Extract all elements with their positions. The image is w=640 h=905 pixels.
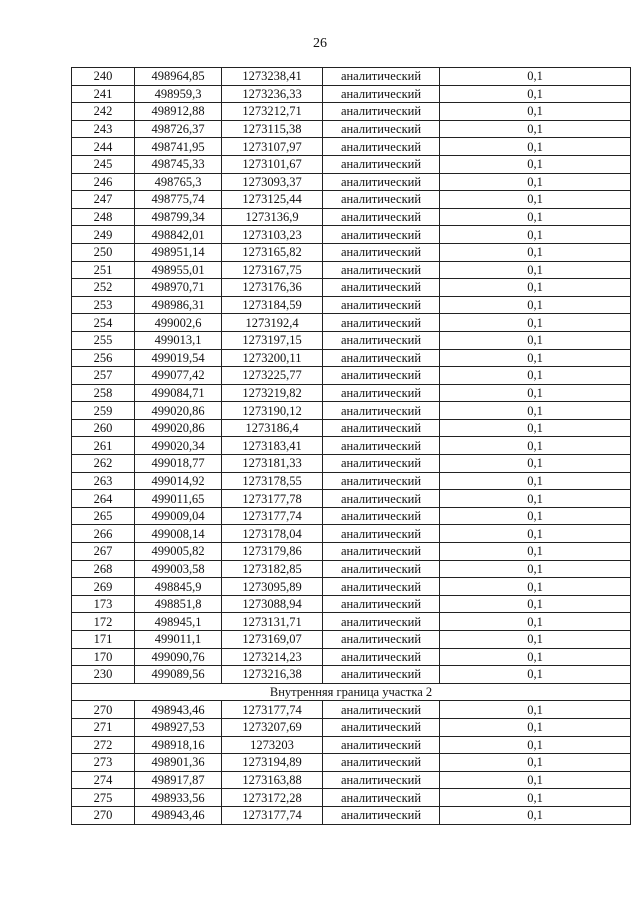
y-coordinate-cell: 1273197,15 [222, 331, 323, 349]
point-number-cell: 262 [72, 455, 135, 473]
point-number-cell: 230 [72, 666, 135, 684]
x-coordinate-cell: 499077,42 [135, 367, 222, 385]
accuracy-cell: 0,1 [440, 226, 631, 244]
accuracy-cell: 0,1 [440, 419, 631, 437]
table-row [72, 296, 631, 314]
method-cell: аналитический [323, 736, 440, 754]
table-row [72, 507, 631, 525]
x-coordinate-cell: 499009,04 [135, 507, 222, 525]
x-coordinate-cell: 499018,77 [135, 455, 222, 473]
x-coordinate-cell: 498775,74 [135, 191, 222, 209]
x-coordinate-cell: 498943,46 [135, 806, 222, 824]
x-coordinate-cell: 498943,46 [135, 701, 222, 719]
table-row [72, 331, 631, 349]
y-coordinate-cell: 1273115,38 [222, 120, 323, 138]
x-coordinate-cell: 499084,71 [135, 384, 222, 402]
point-number-cell: 270 [72, 806, 135, 824]
table-row [72, 595, 631, 613]
method-cell: аналитический [323, 490, 440, 508]
table-row [72, 226, 631, 244]
accuracy-cell: 0,1 [440, 120, 631, 138]
method-cell: аналитический [323, 226, 440, 244]
method-cell: аналитический [323, 806, 440, 824]
point-number-cell: 275 [72, 789, 135, 807]
accuracy-cell: 0,1 [440, 296, 631, 314]
accuracy-cell: 0,1 [440, 595, 631, 613]
point-number-cell: 270 [72, 701, 135, 719]
table-row [72, 472, 631, 490]
x-coordinate-cell: 499011,1 [135, 631, 222, 649]
accuracy-cell: 0,1 [440, 490, 631, 508]
point-number-cell: 265 [72, 507, 135, 525]
y-coordinate-cell: 1273165,82 [222, 243, 323, 261]
method-cell: аналитический [323, 384, 440, 402]
section-title: Внутренняя граница участка 2 [72, 683, 631, 701]
y-coordinate-cell: 1273182,85 [222, 560, 323, 578]
method-cell: аналитический [323, 314, 440, 332]
method-cell: аналитический [323, 666, 440, 684]
table-row [72, 120, 631, 138]
accuracy-cell: 0,1 [440, 331, 631, 349]
point-number-cell: 269 [72, 578, 135, 596]
point-number-cell: 171 [72, 631, 135, 649]
accuracy-cell: 0,1 [440, 806, 631, 824]
accuracy-cell: 0,1 [440, 138, 631, 156]
method-cell: аналитический [323, 771, 440, 789]
x-coordinate-cell: 498959,3 [135, 85, 222, 103]
table-row [72, 806, 631, 824]
accuracy-cell: 0,1 [440, 507, 631, 525]
y-coordinate-cell: 1273219,82 [222, 384, 323, 402]
method-cell: аналитический [323, 349, 440, 367]
x-coordinate-cell: 499019,54 [135, 349, 222, 367]
y-coordinate-cell: 1273103,23 [222, 226, 323, 244]
y-coordinate-cell: 1273095,89 [222, 578, 323, 596]
accuracy-cell: 0,1 [440, 754, 631, 772]
y-coordinate-cell: 1273172,28 [222, 789, 323, 807]
table-row [72, 314, 631, 332]
table-row [72, 261, 631, 279]
x-coordinate-cell: 499013,1 [135, 331, 222, 349]
accuracy-cell: 0,1 [440, 648, 631, 666]
point-number-cell: 267 [72, 543, 135, 561]
y-coordinate-cell: 1273225,77 [222, 367, 323, 385]
x-coordinate-cell: 499014,92 [135, 472, 222, 490]
table-row [72, 419, 631, 437]
y-coordinate-cell: 1273136,9 [222, 208, 323, 226]
table-row [72, 173, 631, 191]
point-number-cell: 244 [72, 138, 135, 156]
point-number-cell: 173 [72, 595, 135, 613]
point-number-cell: 251 [72, 261, 135, 279]
x-coordinate-cell: 498964,85 [135, 68, 222, 86]
x-coordinate-cell: 499005,82 [135, 543, 222, 561]
accuracy-cell: 0,1 [440, 402, 631, 420]
accuracy-cell: 0,1 [440, 314, 631, 332]
y-coordinate-cell: 1273177,74 [222, 507, 323, 525]
point-number-cell: 247 [72, 191, 135, 209]
table-row [72, 525, 631, 543]
table-row [72, 349, 631, 367]
table-row [72, 789, 631, 807]
method-cell: аналитический [323, 85, 440, 103]
x-coordinate-cell: 498986,31 [135, 296, 222, 314]
method-cell: аналитический [323, 419, 440, 437]
accuracy-cell: 0,1 [440, 191, 631, 209]
accuracy-cell: 0,1 [440, 736, 631, 754]
table-row [72, 243, 631, 261]
x-coordinate-cell: 498918,16 [135, 736, 222, 754]
accuracy-cell: 0,1 [440, 613, 631, 631]
x-coordinate-cell: 498845,9 [135, 578, 222, 596]
point-number-cell: 248 [72, 208, 135, 226]
method-cell: аналитический [323, 595, 440, 613]
x-coordinate-cell: 498745,33 [135, 155, 222, 173]
table-row [72, 103, 631, 121]
method-cell: аналитический [323, 631, 440, 649]
x-coordinate-cell: 498765,3 [135, 173, 222, 191]
x-coordinate-cell: 498851,8 [135, 595, 222, 613]
y-coordinate-cell: 1273186,4 [222, 419, 323, 437]
y-coordinate-cell: 1273163,88 [222, 771, 323, 789]
point-number-cell: 258 [72, 384, 135, 402]
x-coordinate-cell: 498951,14 [135, 243, 222, 261]
point-number-cell: 274 [72, 771, 135, 789]
point-number-cell: 255 [72, 331, 135, 349]
x-coordinate-cell: 498726,37 [135, 120, 222, 138]
table-row [72, 613, 631, 631]
y-coordinate-cell: 1273176,36 [222, 279, 323, 297]
method-cell: аналитический [323, 613, 440, 631]
point-number-cell: 261 [72, 437, 135, 455]
method-cell: аналитический [323, 525, 440, 543]
method-cell: аналитический [323, 701, 440, 719]
y-coordinate-cell: 1273216,38 [222, 666, 323, 684]
point-number-cell: 271 [72, 718, 135, 736]
accuracy-cell: 0,1 [440, 718, 631, 736]
x-coordinate-cell: 499020,34 [135, 437, 222, 455]
table-row [72, 367, 631, 385]
table-row [72, 701, 631, 719]
method-cell: аналитический [323, 68, 440, 86]
method-cell: аналитический [323, 560, 440, 578]
accuracy-cell: 0,1 [440, 85, 631, 103]
table-row [72, 455, 631, 473]
method-cell: аналитический [323, 437, 440, 455]
table-row [72, 191, 631, 209]
method-cell: аналитический [323, 718, 440, 736]
method-cell: аналитический [323, 543, 440, 561]
table-row [72, 560, 631, 578]
x-coordinate-cell: 498955,01 [135, 261, 222, 279]
accuracy-cell: 0,1 [440, 437, 631, 455]
method-cell: аналитический [323, 208, 440, 226]
table-section [72, 683, 631, 701]
table-row [72, 543, 631, 561]
point-number-cell: 259 [72, 402, 135, 420]
y-coordinate-cell: 1273177,78 [222, 490, 323, 508]
table-row [72, 85, 631, 103]
accuracy-cell: 0,1 [440, 666, 631, 684]
y-coordinate-cell: 1273200,11 [222, 349, 323, 367]
point-number-cell: 268 [72, 560, 135, 578]
y-coordinate-cell: 1273093,37 [222, 173, 323, 191]
y-coordinate-cell: 1273190,12 [222, 402, 323, 420]
method-cell: аналитический [323, 191, 440, 209]
table-row [72, 578, 631, 596]
accuracy-cell: 0,1 [440, 261, 631, 279]
method-cell: аналитический [323, 279, 440, 297]
x-coordinate-cell: 499002,6 [135, 314, 222, 332]
point-number-cell: 254 [72, 314, 135, 332]
method-cell: аналитический [323, 173, 440, 191]
method-cell: аналитический [323, 103, 440, 121]
y-coordinate-cell: 1273207,69 [222, 718, 323, 736]
accuracy-cell: 0,1 [440, 243, 631, 261]
point-number-cell: 245 [72, 155, 135, 173]
table-row [72, 631, 631, 649]
accuracy-cell: 0,1 [440, 155, 631, 173]
x-coordinate-cell: 499020,86 [135, 419, 222, 437]
method-cell: аналитический [323, 472, 440, 490]
accuracy-cell: 0,1 [440, 367, 631, 385]
method-cell: аналитический [323, 296, 440, 314]
point-number-cell: 242 [72, 103, 135, 121]
point-number-cell: 260 [72, 419, 135, 437]
point-number-cell: 172 [72, 613, 135, 631]
accuracy-cell: 0,1 [440, 384, 631, 402]
x-coordinate-cell: 498917,87 [135, 771, 222, 789]
table-row [72, 771, 631, 789]
method-cell: аналитический [323, 120, 440, 138]
y-coordinate-cell: 1273203 [222, 736, 323, 754]
x-coordinate-cell: 499089,56 [135, 666, 222, 684]
y-coordinate-cell: 1273194,89 [222, 754, 323, 772]
coordinates-table [71, 67, 631, 825]
point-number-cell: 250 [72, 243, 135, 261]
x-coordinate-cell: 498927,53 [135, 718, 222, 736]
method-cell: аналитический [323, 243, 440, 261]
page-number: 26 [313, 36, 327, 51]
y-coordinate-cell: 1273131,71 [222, 613, 323, 631]
table-row [72, 437, 631, 455]
y-coordinate-cell: 1273238,41 [222, 68, 323, 86]
y-coordinate-cell: 1273169,07 [222, 631, 323, 649]
accuracy-cell: 0,1 [440, 472, 631, 490]
point-number-cell: 266 [72, 525, 135, 543]
x-coordinate-cell: 499008,14 [135, 525, 222, 543]
method-cell: аналитический [323, 648, 440, 666]
y-coordinate-cell: 1273125,44 [222, 191, 323, 209]
method-cell: аналитический [323, 754, 440, 772]
table-row [72, 68, 631, 86]
table-row [72, 384, 631, 402]
point-number-cell: 257 [72, 367, 135, 385]
x-coordinate-cell: 498799,34 [135, 208, 222, 226]
point-number-cell: 241 [72, 85, 135, 103]
y-coordinate-cell: 1273177,74 [222, 701, 323, 719]
point-number-cell: 252 [72, 279, 135, 297]
method-cell: аналитический [323, 507, 440, 525]
table-row [72, 754, 631, 772]
table-row [72, 279, 631, 297]
y-coordinate-cell: 1273212,71 [222, 103, 323, 121]
accuracy-cell: 0,1 [440, 771, 631, 789]
accuracy-cell: 0,1 [440, 455, 631, 473]
x-coordinate-cell: 498945,1 [135, 613, 222, 631]
x-coordinate-cell: 498912,88 [135, 103, 222, 121]
point-number-cell: 170 [72, 648, 135, 666]
x-coordinate-cell: 499090,76 [135, 648, 222, 666]
x-coordinate-cell: 499011,65 [135, 490, 222, 508]
accuracy-cell: 0,1 [440, 578, 631, 596]
y-coordinate-cell: 1273184,59 [222, 296, 323, 314]
method-cell: аналитический [323, 155, 440, 173]
y-coordinate-cell: 1273192,4 [222, 314, 323, 332]
x-coordinate-cell: 498970,71 [135, 279, 222, 297]
y-coordinate-cell: 1273107,97 [222, 138, 323, 156]
x-coordinate-cell: 498933,56 [135, 789, 222, 807]
accuracy-cell: 0,1 [440, 631, 631, 649]
y-coordinate-cell: 1273236,33 [222, 85, 323, 103]
y-coordinate-cell: 1273167,75 [222, 261, 323, 279]
x-coordinate-cell: 499020,86 [135, 402, 222, 420]
table-row [72, 718, 631, 736]
y-coordinate-cell: 1273177,74 [222, 806, 323, 824]
point-number-cell: 256 [72, 349, 135, 367]
method-cell: аналитический [323, 455, 440, 473]
table-row [72, 490, 631, 508]
table-body-part1 [72, 68, 631, 684]
accuracy-cell: 0,1 [440, 68, 631, 86]
y-coordinate-cell: 1273178,04 [222, 525, 323, 543]
point-number-cell: 264 [72, 490, 135, 508]
point-number-cell: 253 [72, 296, 135, 314]
accuracy-cell: 0,1 [440, 789, 631, 807]
point-number-cell: 273 [72, 754, 135, 772]
point-number-cell: 243 [72, 120, 135, 138]
method-cell: аналитический [323, 138, 440, 156]
accuracy-cell: 0,1 [440, 173, 631, 191]
table-row [72, 666, 631, 684]
y-coordinate-cell: 1273183,41 [222, 437, 323, 455]
accuracy-cell: 0,1 [440, 103, 631, 121]
method-cell: аналитический [323, 367, 440, 385]
table-row [72, 648, 631, 666]
method-cell: аналитический [323, 261, 440, 279]
table-body-part2 [72, 701, 631, 824]
point-number-cell: 246 [72, 173, 135, 191]
x-coordinate-cell: 498741,95 [135, 138, 222, 156]
x-coordinate-cell: 498842,01 [135, 226, 222, 244]
accuracy-cell: 0,1 [440, 525, 631, 543]
point-number-cell: 263 [72, 472, 135, 490]
y-coordinate-cell: 1273214,23 [222, 648, 323, 666]
method-cell: аналитический [323, 789, 440, 807]
method-cell: аналитический [323, 402, 440, 420]
accuracy-cell: 0,1 [440, 349, 631, 367]
table-row [72, 736, 631, 754]
method-cell: аналитический [323, 331, 440, 349]
section-header-row [72, 683, 631, 701]
accuracy-cell: 0,1 [440, 701, 631, 719]
table-row [72, 155, 631, 173]
x-coordinate-cell: 498901,36 [135, 754, 222, 772]
accuracy-cell: 0,1 [440, 543, 631, 561]
table-row [72, 208, 631, 226]
accuracy-cell: 0,1 [440, 279, 631, 297]
point-number-cell: 272 [72, 736, 135, 754]
accuracy-cell: 0,1 [440, 208, 631, 226]
table-row [72, 402, 631, 420]
y-coordinate-cell: 1273178,55 [222, 472, 323, 490]
y-coordinate-cell: 1273181,33 [222, 455, 323, 473]
y-coordinate-cell: 1273088,94 [222, 595, 323, 613]
y-coordinate-cell: 1273179,86 [222, 543, 323, 561]
table-row [72, 138, 631, 156]
method-cell: аналитический [323, 578, 440, 596]
point-number-cell: 249 [72, 226, 135, 244]
accuracy-cell: 0,1 [440, 560, 631, 578]
y-coordinate-cell: 1273101,67 [222, 155, 323, 173]
point-number-cell: 240 [72, 68, 135, 86]
x-coordinate-cell: 499003,58 [135, 560, 222, 578]
